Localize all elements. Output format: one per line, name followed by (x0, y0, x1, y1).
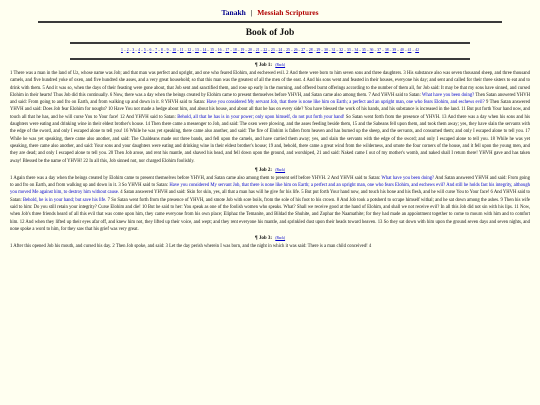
chapter-link-12[interactable]: 12 (187, 48, 192, 52)
chapter-link-4[interactable]: 4 (138, 48, 141, 52)
chapter-link-16[interactable]: 16 (217, 48, 222, 52)
chapter-link-separator: – (122, 48, 127, 52)
chapter-link-separator: – (289, 48, 294, 52)
nav-link-messiah-scriptures[interactable]: Messiah Scriptures (257, 8, 319, 17)
chapter-link-separator: – (221, 48, 226, 52)
chapter-link-separator: – (251, 48, 256, 52)
chapter-link-10[interactable]: 10 (172, 48, 177, 52)
chapter-heading-1 (10, 63, 530, 68)
chapter-text-3 (10, 243, 530, 250)
chapter-link-15[interactable]: 15 (210, 48, 214, 52)
chapter-link-separator: – (206, 48, 211, 52)
chapter-link-32[interactable]: 32 (339, 48, 344, 52)
chapter-link-5[interactable]: 5 (143, 48, 146, 52)
chapter-nav-divider (70, 58, 470, 60)
top-navigation (10, 8, 530, 17)
chapter-link-separator: – (282, 48, 287, 52)
chapter-heading-3 (10, 236, 530, 241)
chapter-link-22[interactable]: 22 (263, 48, 268, 52)
chapter-link-separator: – (176, 48, 180, 52)
chapter-link-27[interactable]: 27 (301, 48, 306, 52)
chapter-link-9[interactable]: 9 (166, 48, 169, 52)
chapter-link-separator: – (183, 48, 188, 52)
chapter-link-separator: – (191, 48, 195, 52)
chapter-link-separator: – (327, 48, 332, 52)
chapter-link-29[interactable]: 29 (316, 48, 321, 52)
title-divider (70, 42, 470, 44)
chapter-link-35[interactable]: 35 (362, 48, 366, 52)
chapter-link-41[interactable]: 41 (407, 48, 412, 52)
text-segment: 4 Satan answered YHVH and said: Skin for skin, yes, all that a man has will he give for his life. 5 But put forth Your hand now, and touch his bone and his flesh, and he will curse You to Your face! 6 And YHVH said to Satan: (10, 190, 530, 203)
chapter-link-separator: – (365, 48, 370, 52)
chapter-link-separator: – (151, 48, 156, 52)
chapter-link-28[interactable]: 28 (308, 48, 313, 52)
chapter-link-31[interactable]: 31 (331, 48, 336, 52)
chapter-link-separator: – (229, 48, 233, 52)
chapter-link-24[interactable]: 24 (278, 48, 283, 52)
nav-separator: | (250, 8, 253, 17)
chapter-link-7[interactable]: 7 (155, 48, 158, 52)
top-divider (38, 21, 502, 23)
chapter-title: ¶ Job 1: (254, 63, 273, 68)
chapter-link-2[interactable]: 2 (126, 48, 129, 52)
chapter-link-separator: – (388, 48, 393, 52)
chapter-link-37[interactable]: 37 (377, 48, 382, 52)
text-segment: So Satan went forth from the presence of YHVH. 13 And there was a day when his sons and his daughters were eating and drinking wine in their eldest brother's house. 14 Then there came a messenger to Job, and said: The oxen were plowing, and the asses feeding beside them, 15 and the Sabeans fell upon them, and took them away; yes, they have slain the servants with the edge of the sword, and only I escaped alone to tell you! 16 While he was yet speaking, there came also another, and said: The fire of Elohim is fallen from heaven and has burned up the sheep, and the servants, and consumed them; and only I escaped alone to tell you. 17 While he was yet speaking, there came also another, and said: The Chaldeans made out three bands, and fell upon the camels, and have carried them away; yes, and slain the servants with the edge of the sword; and only I escaped alone to tell you. 18 While he was yet speaking, there came also another, and said: Your sons and your daughters were eating and drinking wine in their eldest brother's house; 19 and, behold, there came a great wind from the wilderness, and smote the four corners of the house, and it fell upon the young men, and they are dead; and only I escaped alone to tell you. 20 Then Job arose, and rent his mantle, and shaved his head, and fell down upon the ground, and worshiped, 21 and said: Naked came I out of my mother's womb, and naked shall I return there! YHVH gave and has taken away! Blessed be the name of YHVH! 22 In all this, Job sinned not, nor charged Elohim foolishly. (10, 114, 530, 164)
chapter-link-38[interactable]: 38 (384, 48, 389, 52)
chapter-title: ¶ Job 3: (254, 236, 273, 242)
chapter-link-separator: – (134, 48, 139, 52)
chapter-link-36[interactable]: 36 (369, 48, 374, 52)
text-segment: 1 Again there was a day when the beings created by Elohim came to present themselves before YHVH, and Satan came also among them to present self before YHVH. 2 And YHVH said to Satan: (10, 175, 382, 181)
chapter-link-6[interactable]: 6 (149, 48, 152, 52)
chapter-link-separator: – (403, 48, 408, 52)
chapter-link-separator: – (350, 48, 355, 52)
chapter-title: ¶ Job 2: (254, 167, 273, 173)
text-segment: And Satan answered YHVH and said: From going to and fro on Earth, and from walking up and down in it. 3 So YHVH said to Satan: (10, 175, 530, 189)
chapter-heading-2 (10, 168, 530, 173)
chapter-link-separator: – (198, 48, 203, 52)
chapter-link-separator: – (213, 48, 218, 52)
chapter-link-separator: – (358, 48, 363, 52)
nav-link-tanakh[interactable]: Tanakh (221, 8, 246, 17)
chapter-link-26[interactable]: 26 (293, 48, 298, 52)
text-segment: Then Satan answered YHVH and said: From going to and fro on Earth, and from walking up and down in it. 8 YHVH said to Satan: (10, 92, 531, 106)
chapter-link-separator: – (381, 48, 385, 52)
chapter-link-separator: – (162, 48, 167, 52)
text-segment: 7 So Satan went forth from the presence of YHVH, and smote Job with sore boils, from the sole of his foot to his crown. 8 And Job took a potsherd to scrape himself withal; and he sat down among the ashes. 9 Then his wife said to him: Do you still retain your integrity? Curse Elohim and die! 10 But he said to her: You speak as one of the foolish women who speaks. What? Shall we receive good at the hand of Elohim, and shall we not receive evil? In all this Job did not sin with his lips. 11 Now, when Job's three friends heard of all this evil that was come upon him, they came everyone from his own place; Eliphaz the Temanite, and Bildad the Shuhite, and Zophar the Naamathite; for they had made an appointment together to come to mourn with him and to comfort him. 12 And when they lifted up their eyes afar off, and knew him not, they lifted up their voice, and wept; and they rent everyone his mantle, and sprinkled dust upon their heads toward heaven. 13 So they sat down with him upon the ground seven days and seven nights, and none spoke a word to him, for they saw that his grief was very great. (10, 197, 530, 232)
chapter-link-separator: – (373, 48, 378, 52)
chapter-link-8[interactable]: 8 (160, 48, 163, 52)
highlighted-speech: Have you considered My servant Job, that there is none like him on Earth; a perfect and an upright man, one who fears Elohim, and eschews evil? (206, 100, 485, 106)
chapter-link-40[interactable]: 40 (400, 48, 404, 52)
chapter-text-2 (10, 175, 530, 233)
chapter-link-separator: – (411, 48, 416, 52)
back-link[interactable]: (Back) (275, 236, 286, 241)
highlighted-speech: What have you been doing? (381, 175, 435, 181)
chapter-link-separator: – (274, 48, 279, 52)
highlighted-speech: What have you been doing? (421, 92, 475, 98)
chapter-link-30[interactable]: 30 (324, 48, 328, 52)
text-segment: 1 There was a man in the land of Uz, whose name was Job; and that man was perfect and upright, and one who feared Elohim, and eschewed evil. 2 And there were born to him seven sons and three daughters. 3 His substance also was seven thousand sheep, and three thousand camels, and five hundred yoke of oxen, and five hundred she asses, and a very great household; so that this man was the greatest of all the men of the east. 4 And his sons went and feasted in their houses, everyone his day; and sent and called for their three sisters to eat and to drink with them. 5 And it was so, when the days of their feasting were gone about, that Job sent and sanctified them, and rose up early in the morning, and offered burnt offerings according to the number of them all, for Job said: It may be that my sons have sinned, and cursed Elohim in their hearts! Thus Job did this continually. 6 Now, there was a day when the beings created by Elohim came to present themselves before YHVH, and Satan came also among them. 7 And YHVH said to Satan: (10, 71, 530, 98)
chapter-link-separator: – (297, 48, 302, 52)
chapter-link-20[interactable]: 20 (248, 48, 252, 52)
highlighted-speech: Have you considered My servant Job, that there is none like him on Earth; a perfect and an upright man, one who fears Elohim, and eschews evil? And still he holds fast his integrity, although you moved Me against him, to destroy him without cause. (10, 183, 531, 196)
chapter-link-18[interactable]: 18 (232, 48, 237, 52)
back-link[interactable]: (Back) (275, 167, 286, 172)
chapter-link-separator: – (128, 48, 133, 52)
chapter-link-19[interactable]: 19 (240, 48, 245, 52)
chapter-link-separator: – (396, 48, 400, 52)
chapter-link-42[interactable]: 42 (415, 48, 419, 52)
chapter-link-1[interactable]: 1 (121, 48, 123, 52)
chapter-link-separator: – (145, 48, 150, 52)
chapter-link-separator: – (312, 48, 317, 52)
chapter-link-separator: – (305, 48, 309, 52)
chapter-link-17[interactable]: 17 (225, 48, 230, 52)
chapter-link-23[interactable]: 23 (270, 48, 275, 52)
text-segment: 9 Then Satan answered YHVH and said: Does Job fear Elohim for nought? 10 Have You not made a hedge about him, and about his house, and about all that he has on every side? You have blessed the work of his hands, and his substance is increased in the land. 11 But put forth Your hand now, and touch all that he has, and he will curse You to Your face! 12 And YHVH said to Satan: (10, 100, 530, 120)
chapter-link-21[interactable]: 21 (255, 48, 260, 52)
chapter-link-separator: – (244, 48, 249, 52)
chapter-link-separator: – (320, 48, 325, 52)
chapter-link-14[interactable]: 14 (202, 48, 207, 52)
highlighted-speech: Behold, all that he has is in your power; only upon himself, do not put forth your hand! (177, 114, 345, 120)
page-title: Book of Job (245, 28, 295, 38)
chapter-link-separator: – (140, 48, 144, 52)
chapter-link-34[interactable]: 34 (354, 48, 359, 52)
chapter-link-separator: – (335, 48, 340, 52)
chapter-link-separator: – (157, 48, 161, 52)
chapter-link-13[interactable]: 13 (194, 48, 199, 52)
chapter-link-separator: – (168, 48, 173, 52)
chapter-link-11[interactable]: 11 (179, 48, 184, 52)
chapter-link-separator: – (236, 48, 241, 52)
chapter-link-separator: – (259, 48, 264, 52)
chapter-link-separator: – (343, 48, 347, 52)
chapter-link-separator: – (267, 48, 271, 52)
text-segment: 1 After this opened Job his mouth, and cursed his day. 2 Then Job spoke, and said: 3 Let the day perish wherein I was born, and the night in which it was said: There is a man child conceived! 4 (10, 244, 372, 250)
chapter-navigation (10, 47, 530, 54)
chapter-link-33[interactable]: 33 (346, 48, 351, 52)
chapter-link-25[interactable]: 25 (286, 48, 290, 52)
chapter-link-39[interactable]: 39 (392, 48, 397, 52)
chapter-text-1 (10, 70, 530, 165)
back-link[interactable]: (Back) (275, 63, 286, 67)
chapter-link-3[interactable]: 3 (132, 48, 135, 52)
highlighted-speech: Behold, he is in your hand; but save his life. (22, 197, 107, 203)
